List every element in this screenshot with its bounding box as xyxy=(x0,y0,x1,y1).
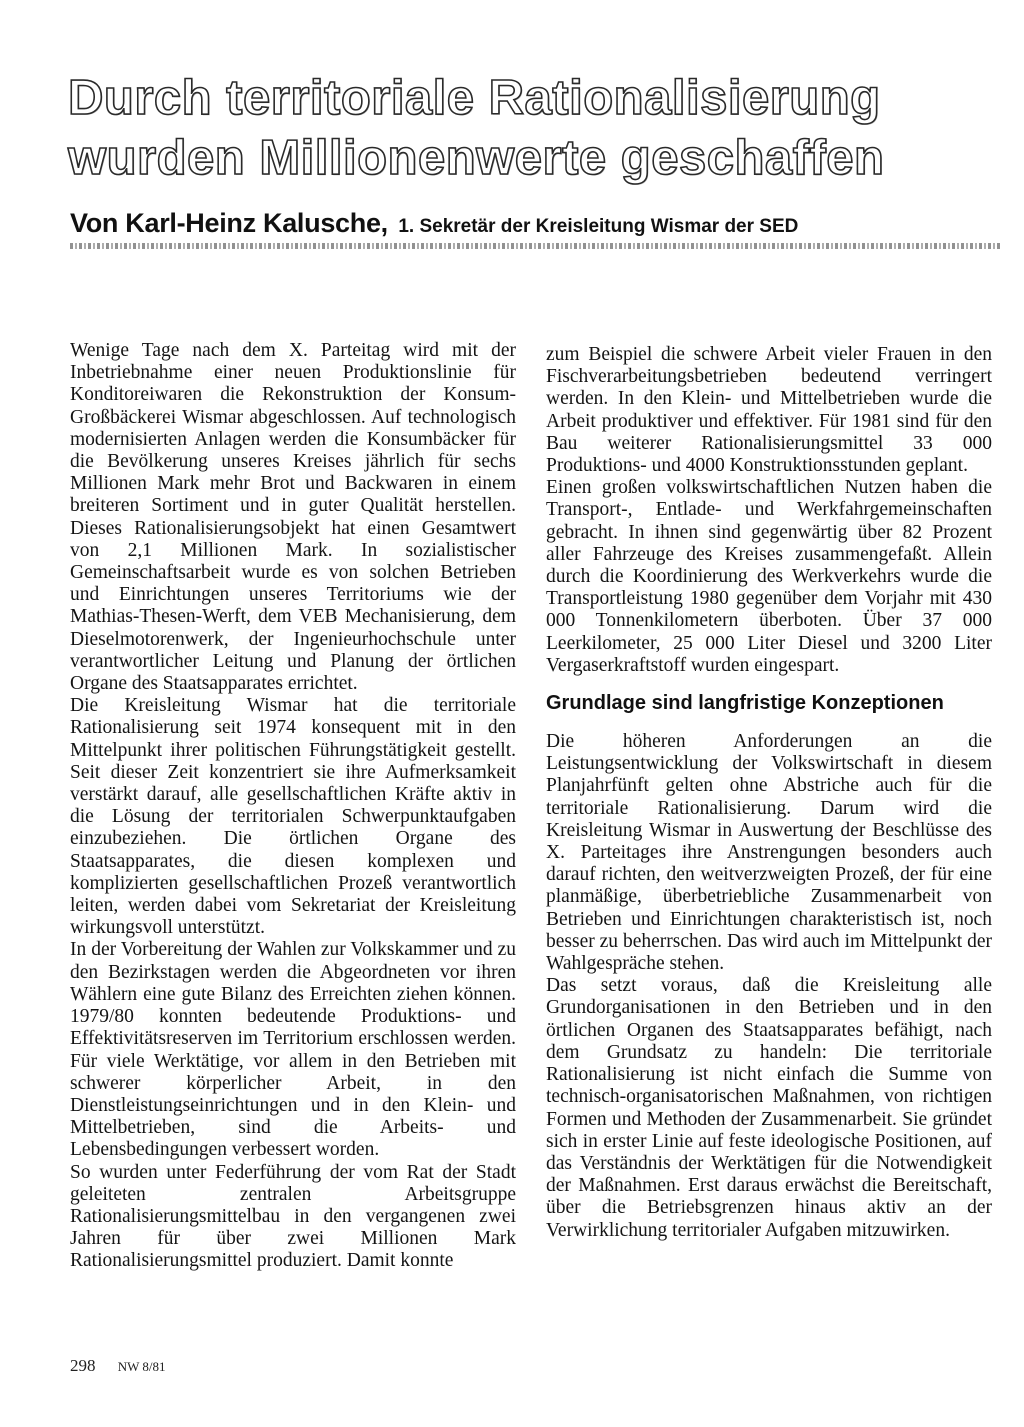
header-rule-divider xyxy=(70,243,1002,249)
left-column xyxy=(70,340,516,1273)
paragraph: Die Kreisleitung Wismar hat die territoriale Rationalisierung seit 1974 konsequent mit in den Mittelpunkt ihrer politischen Führungstätigkeit gestellt. Seit dieser Zeit konzentriert sie ihre Aufmerksamkeit verstärkt darauf, alle gesellschaftlichen Kräfte aktiv in die Lösung der territorialen Schwerpunktaufgaben einzubeziehen. Die örtlichen Organe des Staatsapparates, die diesen komplexen und komplizierten gesellschaftlichen Prozeß verantwortlich leiten, werden dabei vom Sekretariat der Kreisleitung wirkungsvoll unterstützt. xyxy=(70,695,516,939)
headline-line-2: wurden Millionenwerte geschaffen xyxy=(68,131,885,185)
byline-role: 1. Sekretär der Kreisleitung Wismar der SED xyxy=(398,216,799,237)
byline-author: Von Karl-Heinz Kalusche, xyxy=(70,208,388,238)
paragraph: Das setzt voraus, daß die Kreisleitung alle Grundorganisationen in den Betrieben und in den örtlichen Organen des Staatsapparates befähigt, nach dem Grundsatz zu handeln: Die territoriale Rationalisierung ist nicht einfach die Summe von technisch-organisatorischen Maßnahmen, von richtigen Formen und Methoden der Zusammenarbeit. Sie gründet sich in erster Linie auf feste ideologische Positionen, auf das Verständnis der Werktätigen für die Notwendigkeit der Maßnahmen. Erst daraus erwächst die Bereitschaft, über die Betriebsgrenzen hinaus aktiv an der Verwirklichung territorialer Aufgaben mitzuwirken. xyxy=(546,975,992,1241)
issue-label: NW 8/81 xyxy=(117,1359,166,1374)
page-footer xyxy=(70,1356,166,1376)
byline xyxy=(70,208,1000,239)
paragraph: So wurden unter Federführung der vom Rat der Stadt geleiteten zentralen Arbeitsgruppe Rationalisierungsmittelbau in den vergangenen zwei Jahren für über zwei Millionen Mark Rationalisierungsmittel produziert. Damit konnte xyxy=(70,1161,516,1272)
paragraph: zum Beispiel die schwere Arbeit vieler Frauen in den Fischverarbeitungsbetrieben bedeutend verringert werden. In den Klein- und Mittelbetrieben wurde die Arbeit produktiver und effektiver. Für 1981 sind für den Bau weiterer Rationalisierungsmittel 33 000 Produktions- und 4000 Konstruktionsstunden geplant. xyxy=(546,344,992,477)
section-heading: Grundlage sind langfristige Konzeptionen xyxy=(546,692,944,715)
paragraph: Die höheren Anforderungen an die Leistungsentwicklung der Volkswirtschaft in diesem Planjahrfünft gelten ohne Abstriche auch für die territoriale Rationalisierung. Darum wird die Kreisleitung Wismar in Auswertung der Beschlüsse des X. Parteitages ihre Anstrengungen besonders auch darauf richten, den weitverzweigten Prozeß, der für eine planmäßige, überbetriebliche Zusammenarbeit von Betrieben und Einrichtungen charakteristisch ist, noch besser zu beherrschen. Das wird auch im Mittelpunkt der Wahlgespräche stehen. xyxy=(546,731,992,975)
headline xyxy=(68,68,968,188)
page-number: 298 xyxy=(70,1356,96,1375)
paragraph: Einen großen volkswirtschaftlichen Nutzen haben die Transport-, Entlade- und Werkfahrgemeinschaften gebracht. In ihnen sind gegenwärtig über 82 Prozent aller Fahrzeuge des Kreises zusammengefaßt. Allein durch die Koordinierung des Werkverkehrs wurde die Transportleistung 1980 gegenüber dem Vorjahr mit 430 000 Tonnenkilometern überboten. Über 37 000 Leerkilometer, 25 000 Liter Diesel und 3200 Liter Vergaserkraftstoff wurden eingespart. xyxy=(546,477,992,676)
headline-line-1: Durch territoriale Rationalisierung xyxy=(68,71,881,125)
paragraph: Wenige Tage nach dem X. Parteitag wird mit der Inbetriebnahme einer neuen Produktionslinie für Konditoreiwaren die Rekonstruktion der Konsum-Großbäckerei Wismar abgeschlossen. Auf technologisch modernisierten Anlagen werden die Konsumbäcker für die Bevölkerung unseres Kreises jährlich für sechs Millionen Mark mehr Brot und Backwaren in einem breiteren Sortiment und in guter Qualität herstellen. Dieses Rationalisierungsobjekt hat einen Gesamtwert von 2,1 Millionen Mark. In sozialistischer Gemeinschaftsarbeit wurde es von solchen Betrieben und Einrichtungen unseres Territoriums wie der Mathias-Thesen-Werft, dem VEB Mechanisierung, dem Dieselmotorenwerk, der Ingenieurhochschule unter verantwortlicher Leitung und Planung der örtlichen Organe des Staatsapparates errichtet. xyxy=(70,340,516,695)
paragraph: In der Vorbereitung der Wahlen zur Volkskammer und zu den Bezirkstagen werden die Abgeordneten vor ihren Wählern eine gute Bilanz des Erreichten ziehen können. 1979/80 konnten bedeutende Produktions- und Effektivitätsreserven im Territorium erschlossen werden. Für viele Werktätige, vor allem in den Betrieben mit schwerer körperlicher Arbeit, in den Dienstleistungseinrichtungen und in den Klein- und Mittelbetrieben, sind die Arbeits- und Lebensbedingungen verbessert worden. xyxy=(70,939,516,1161)
right-column xyxy=(546,344,992,1242)
